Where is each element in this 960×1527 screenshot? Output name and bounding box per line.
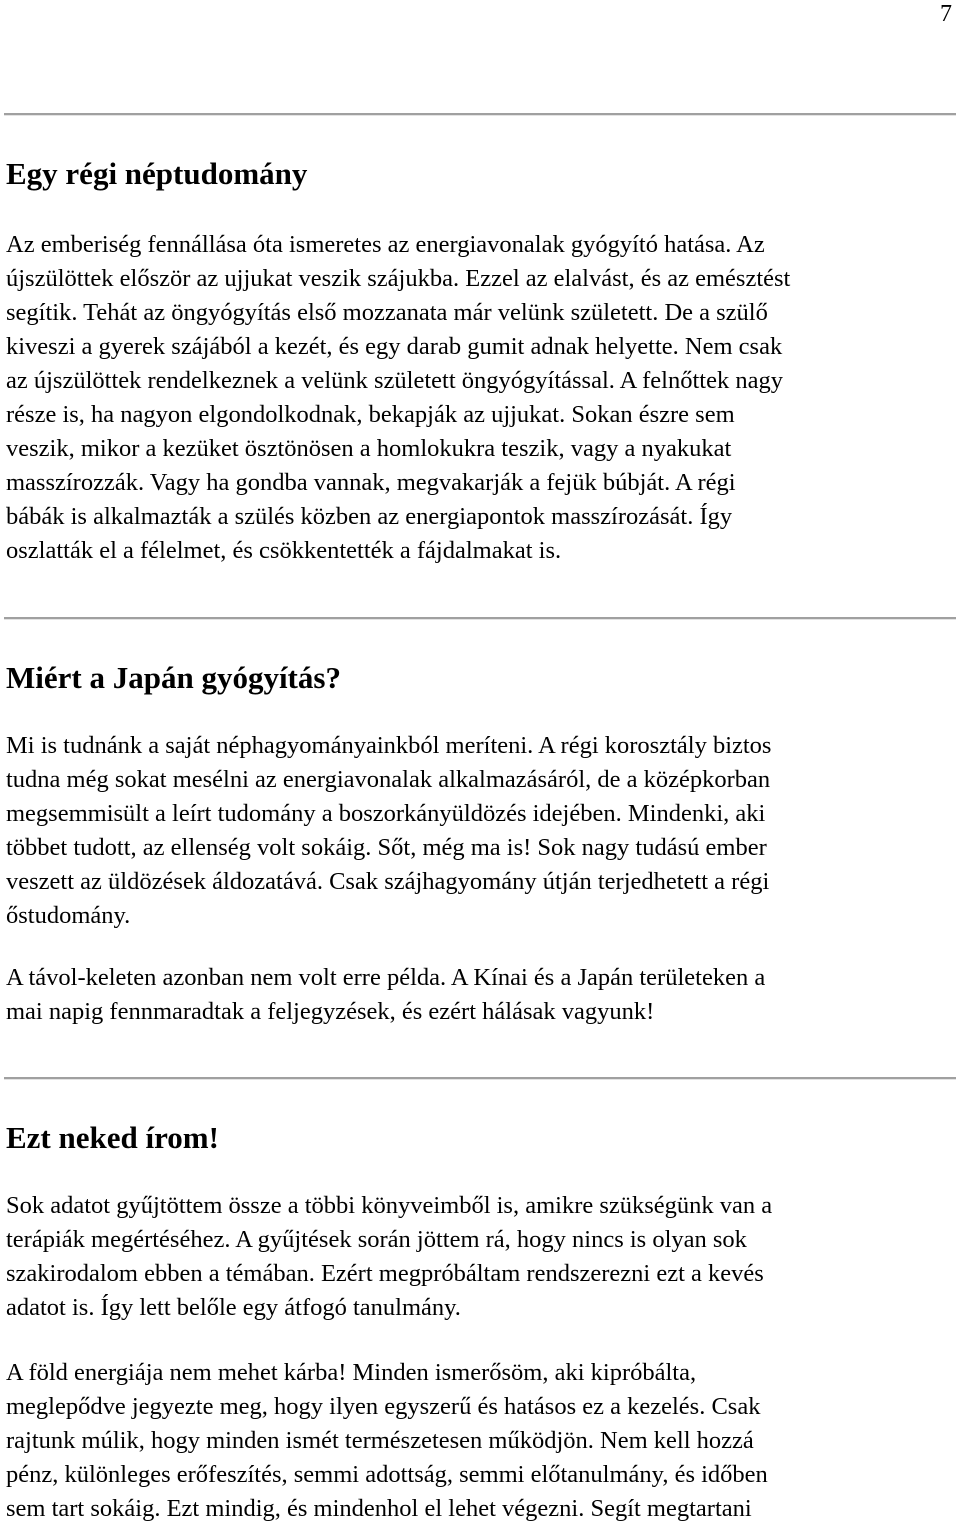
section-divider: [4, 113, 956, 116]
text-line: rajtunk múlik, hogy minden ismét természetesen működjön. Nem kell hozzá: [6, 1427, 754, 1454]
page-number: 7: [940, 1, 952, 27]
paragraph-2-2: [6, 961, 765, 1029]
text-line: többet tudott, az ellenség volt sokáig. Sőt, még ma is! Sok nagy tudású ember: [6, 834, 767, 861]
text-line: újszülöttek először az ujjukat veszik szájukba. Ezzel az elalvást, és az emésztést: [6, 265, 791, 292]
text-line: tudna még sokat mesélni az energiavonalak alkalmazásáról, de a középkorban: [6, 766, 771, 793]
text-line: segítik. Tehát az öngyógyítás első mozzanata már velünk született. De a szülő: [6, 299, 768, 326]
section-heading-3: Ezt neked írom!: [6, 1120, 219, 1155]
paragraph-2-1: [6, 729, 771, 933]
text-line: Sok adatot gyűjtöttem össze a többi könyveimből is, amikre szükségünk van a: [6, 1192, 773, 1219]
section-heading-1: Egy régi néptudomány: [6, 156, 308, 191]
paragraph-3-1: [6, 1189, 772, 1325]
paragraph-1-1: [6, 228, 790, 568]
text-line: szakirodalom ebben a témában. Ezért megpróbáltam rendszerezni ezt a kevés: [6, 1260, 764, 1287]
text-line: oszlatták el a félelmet, és csökkentették a fájdalmakat is.: [6, 537, 562, 564]
text-line: A távol-keleten azonban nem volt erre példa. A Kínai és a Japán területeken a: [6, 964, 766, 991]
text-line: terápiák megértéséhez. A gyűjtések során jöttem rá, hogy nincs is olyan sok: [6, 1226, 747, 1253]
section-divider: [4, 1077, 956, 1080]
text-line: veszik, mikor a kezüket ösztönösen a homlokukra teszik, vagy a nyakukat: [6, 435, 732, 462]
text-line: adatot is. Így lett belőle egy átfogó tanulmány.: [6, 1294, 461, 1321]
text-line: masszírozzák. Vagy ha gondba vannak, megvakarják a fejük búbját. A régi: [6, 469, 736, 496]
text-line: része is, ha nagyon elgondolkodnak, bekapják az ujjukat. Sokan észre sem: [6, 401, 735, 428]
text-line: veszett az üldözések áldozatává. Csak szájhagyomány útján terjedhetett a régi: [6, 868, 770, 895]
text-line: meglepődve jegyezte meg, hogy ilyen egyszerű és hatásos ez a kezelés. Csak: [6, 1393, 761, 1420]
section-heading-2: Miért a Japán gyógyítás?: [6, 660, 341, 695]
text-line: őstudomány.: [6, 902, 131, 929]
text-line: kiveszi a gyerek szájából a kezét, és egy darab gumit adnak helyette. Nem csak: [6, 333, 783, 360]
text-line: mai napig fennmaradtak a feljegyzések, és ezért hálásak vagyunk!: [6, 998, 655, 1025]
text-line: pénz, különleges erőfeszítés, semmi adottság, semmi előtanulmány, és időben: [6, 1461, 768, 1488]
text-line: Mi is tudnánk a saját néphagyományainkból meríteni. A régi korosztály biztos: [6, 732, 772, 759]
text-line: az újszülöttek rendelkeznek a velünk született öngyógyítással. A felnőttek nagy: [6, 367, 783, 394]
text-line: A föld energiája nem mehet kárba! Minden ismerősöm, aki kipróbálta,: [6, 1359, 697, 1386]
text-line: bábák is alkalmazták a szülés közben az energiapontok masszírozását. Így: [6, 503, 733, 530]
section-divider: [4, 617, 956, 620]
paragraph-3-2: [6, 1356, 768, 1526]
text-line: sem tart sokáig. Ezt mindig, és mindenhol el lehet végezni. Segít megtartani: [6, 1495, 752, 1522]
text-line: Az emberiség fennállása óta ismeretes az energiavonalak gyógyító hatása. Az: [6, 231, 765, 258]
text-line: megsemmisült a leírt tudomány a boszorkányüldözés idejében. Mindenki, aki: [6, 800, 766, 827]
